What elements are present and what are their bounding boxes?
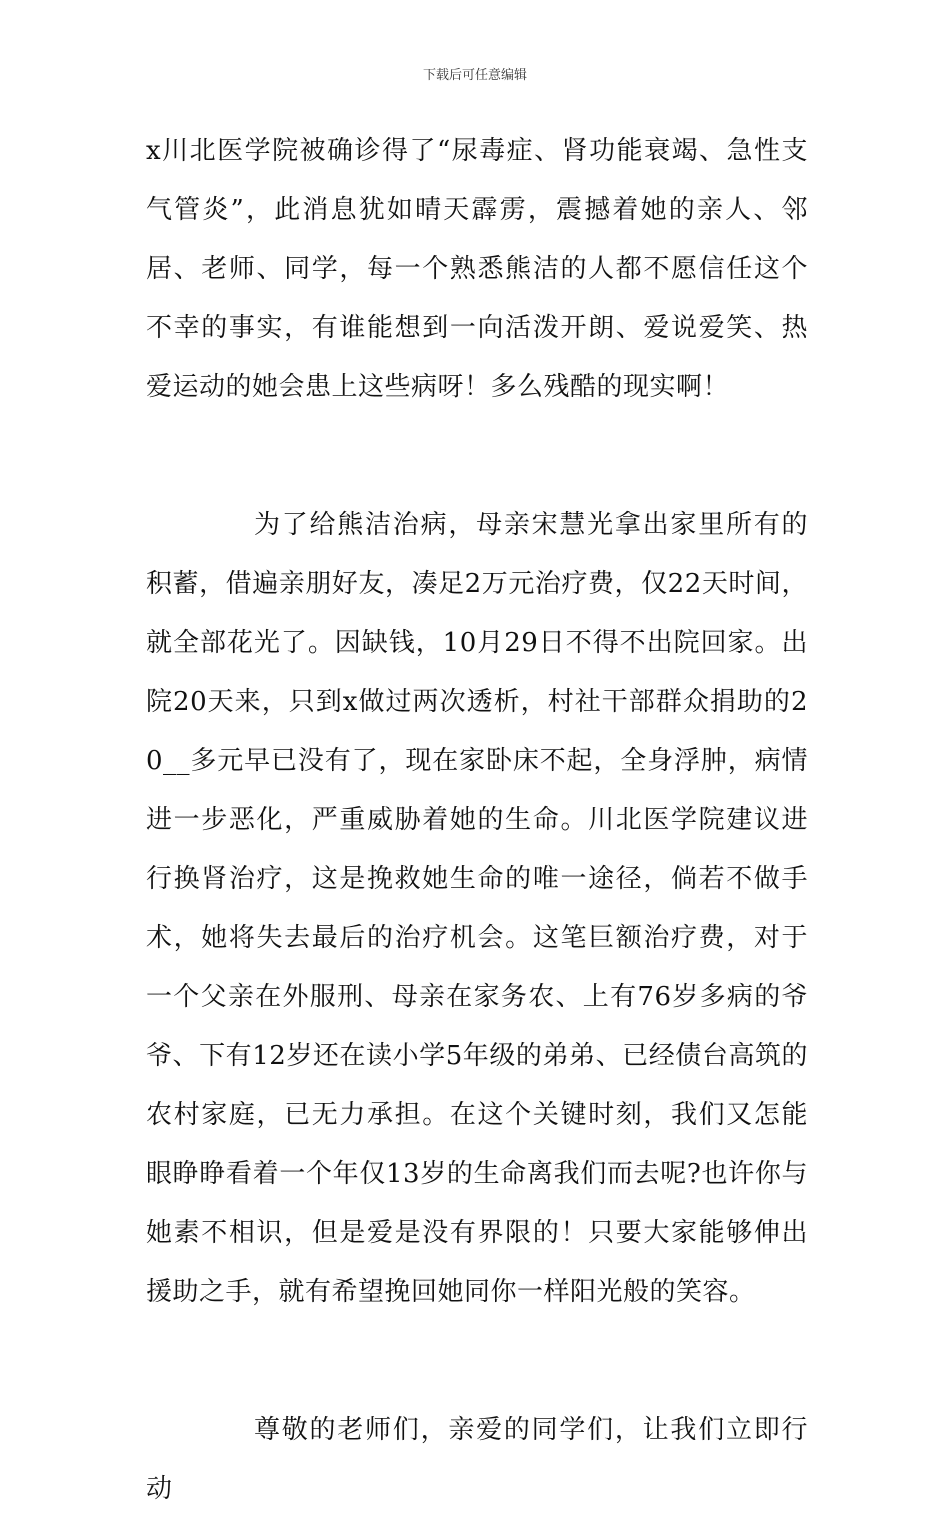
paragraph-gap [146,417,808,496]
paragraph-gap [146,1322,808,1401]
document-body [146,122,808,1519]
paragraph-appeal: 尊敬的老师们，亲爱的同学们，让我们立即行动 [146,1415,808,1504]
paragraph-diagnosis: x川北医学院被确诊得了“尿毒症、肾功能衰竭、急性支气管炎”，此消息犹如晴天霹雳，震撼着她的亲人、邻居、老师、同学，每一个熟悉熊洁的人都不愿信任这个不幸的事实，有谁能想到一向活泼开朗、爱说爱笑、热爱运动的她会患上这些病呀！多么残酷的现实啊！ [146,136,808,402]
page-header: 下载后可任意编辑 [422,68,527,83]
paragraph-treatment-cost: 为了给熊洁治病，母亲宋慧光拿出家里所有的积蓄，借遍亲朋好友，凑足2万元治疗费，仅22天时间，就全部花光了。因缺钱，10月29日不得不出院回家。出院20天来，只到x做过两次透析，村社干部群众捐助的20__多元早已没有了，现在家卧床不起，全身浮肿，病情进一步恶化，严重威胁着她的生命。川北医学院建议进行换肾治疗，这是挽救她生命的唯一途径，倘若不做手术，她将失去最后的治疗机会。这笔巨额治疗费，对于一个父亲在外服刑、母亲在家务农、上有76岁多病的爷爷、下有12岁还在读小学5年级的弟弟、已经债台高筑的农村家庭，已无力承担。在这个关键时刻，我们又怎能眼睁睁看着一个年仅13岁的生命离我们而去呢?也许你与她素不相识，但是爱是没有界限的！只要大家能够伸出援助之手，就有希望挽回她同你一样阳光般的笑容。 [146,510,808,1307]
